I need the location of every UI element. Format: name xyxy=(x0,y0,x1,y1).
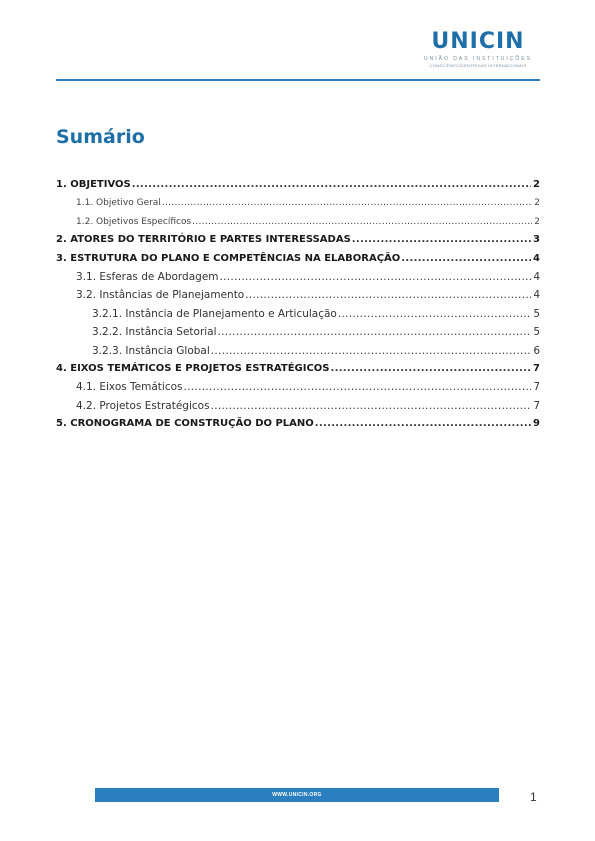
toc-entry-label: 1.2. Objetivos Específicos xyxy=(76,216,192,227)
toc-entry-label: 1. OBJETIVOS xyxy=(56,179,131,190)
toc-leader-dots xyxy=(192,213,532,231)
toc-entry-label: 2. ATORES DO TERRITÓRIO E PARTES INTERESSADAS xyxy=(56,234,351,246)
page-title: Sumário xyxy=(56,126,145,148)
toc-entry-label: 4.2. Projetos Estratégicos xyxy=(76,399,210,412)
toc-entry-page: 7 xyxy=(533,362,540,374)
toc-leader-dots xyxy=(245,286,531,304)
toc-entry[interactable] xyxy=(56,176,540,194)
toc-entry[interactable] xyxy=(56,415,540,433)
toc-leader-dots xyxy=(220,268,532,286)
toc-entry-label: 3. ESTRUTURA DO PLANO E COMPETÊNCIAS NA ELABORAÇÃO xyxy=(56,252,401,264)
toc-entry-label: 3.2.1. Instância de Planejamento e Articulação xyxy=(92,307,337,320)
toc-leader-dots xyxy=(352,231,531,249)
toc-entry-label: 5. CRONOGRAMA DE CONSTRUÇÃO DO PLANO xyxy=(56,418,314,430)
toc-entry-page: 6 xyxy=(533,344,540,357)
toc-entry-page: 9 xyxy=(533,418,540,430)
toc-leader-dots xyxy=(132,176,531,194)
header-divider xyxy=(56,79,540,81)
logo-wordmark: UNICIN xyxy=(431,29,525,54)
toc-entry[interactable] xyxy=(56,194,540,212)
unicin-logo xyxy=(423,30,533,69)
toc-entry[interactable] xyxy=(56,323,540,341)
toc-leader-dots xyxy=(211,342,532,360)
toc-entry[interactable] xyxy=(56,378,540,396)
toc-entry-page: 7 xyxy=(533,381,540,394)
toc-entry[interactable] xyxy=(56,305,540,323)
toc-entry[interactable] xyxy=(56,286,540,304)
toc-entry-label: 3.2.2. Instância Setorial xyxy=(92,326,217,339)
toc-entry-page: 3 xyxy=(533,234,540,246)
toc-entry-page: 2 xyxy=(534,198,540,209)
toc-leader-dots xyxy=(331,360,532,378)
toc-entry-page: 4 xyxy=(533,252,540,264)
logo-tagline-line1: UNIÃO DAS INSTITUIÇÕES xyxy=(424,56,532,62)
toc-entry-page: 2 xyxy=(534,216,540,227)
page-number: 1 xyxy=(530,790,537,804)
toc-entry-page: 5 xyxy=(533,326,540,339)
toc-entry-page: 5 xyxy=(533,307,540,320)
toc-leader-dots xyxy=(218,323,532,341)
toc-entry-page: 4 xyxy=(533,270,540,283)
toc-entry[interactable] xyxy=(56,268,540,286)
footer-bar xyxy=(95,788,499,802)
footer-website[interactable]: WWW.UNICIN.ORG xyxy=(272,792,322,798)
toc-entry-label: 3.2. Instâncias de Planejamento xyxy=(76,289,245,302)
toc-leader-dots xyxy=(162,194,532,212)
toc-entry[interactable] xyxy=(56,250,540,268)
logo-tagline-line2: CONSCIENCIOCÊNTRICAS INTERNACIONAIS xyxy=(429,63,527,68)
toc-entry-page: 4 xyxy=(533,289,540,302)
toc-leader-dots xyxy=(401,250,531,268)
toc-entry-label: 3.1. Esferas de Abordagem xyxy=(76,270,219,283)
toc-leader-dots xyxy=(184,378,532,396)
toc-entry[interactable] xyxy=(56,397,540,415)
toc-leader-dots xyxy=(211,397,532,415)
toc-entry[interactable] xyxy=(56,342,540,360)
toc-entry-label: 1.1. Objetivo Geral xyxy=(76,198,161,209)
toc-entry-page: 2 xyxy=(533,179,540,190)
toc-entry-label: 3.2.3. Instância Global xyxy=(92,344,210,357)
toc-entry[interactable] xyxy=(56,231,540,249)
table-of-contents xyxy=(56,176,540,433)
toc-entry[interactable] xyxy=(56,360,540,378)
toc-entry[interactable] xyxy=(56,213,540,231)
toc-leader-dots xyxy=(315,415,531,433)
toc-entry-label: 4.1. Eixos Temáticos xyxy=(76,381,183,394)
toc-entry-page: 7 xyxy=(533,399,540,412)
toc-entry-label: 4. EIXOS TEMÁTICOS E PROJETOS ESTRATÉGICOS xyxy=(56,362,330,374)
toc-leader-dots xyxy=(338,305,531,323)
